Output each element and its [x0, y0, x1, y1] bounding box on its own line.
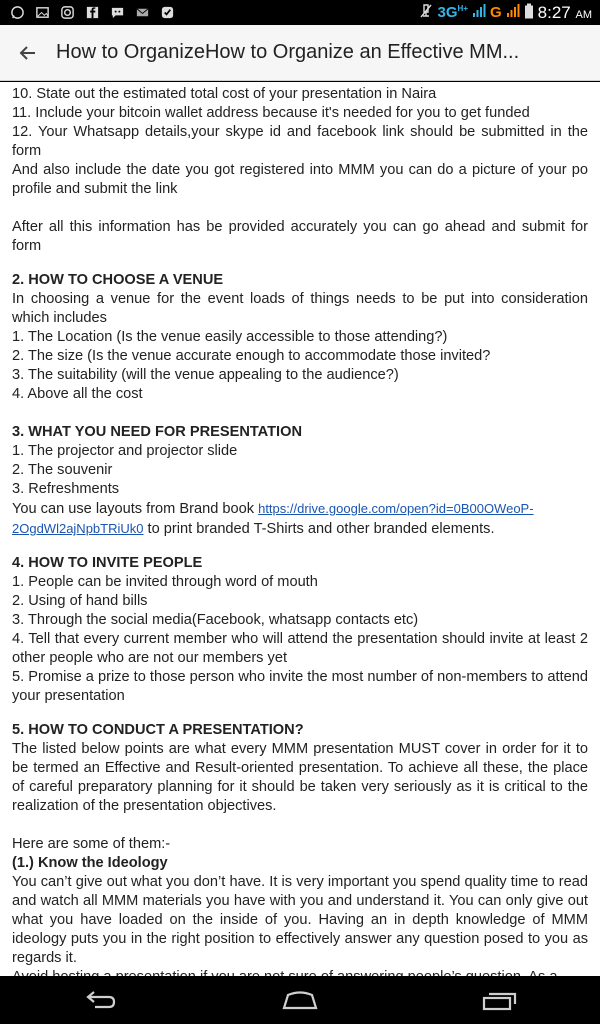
status-bar [0, 0, 600, 25]
paragraph: The listed below points are what every MMM presentation MUST cover in order for it to be termed an Effective and Result-oriented presentation. To achieve all these, the place of careful preparatory planning for it should be taken very seriously as it is critical to the realization of the presentation objectives. [12, 741, 588, 814]
notification-icons [0, 5, 176, 20]
home-nav-icon [281, 989, 319, 1011]
recents-nav-icon [482, 989, 518, 1011]
status-indicators [418, 3, 600, 23]
mute-icon [418, 3, 434, 23]
paragraph: You can’t give out what you don’t have. It is very important you spend quality time to read and watch all MMM materials you have with you and understand it. You can only give out what you have loaded on the inside of you. Having an in depth knowledge of MMM ideology puts you in the right position to effectively answer any question posed to you as regards it. [12, 874, 588, 966]
messages-icon [134, 5, 151, 20]
nav-home-button[interactable] [260, 976, 340, 1024]
clock: 8:27 AM [537, 2, 592, 22]
list-item: 4. Tell that every current member who will attend the presentation should invite at least 2 other people who are not our members yet [12, 631, 588, 666]
section-heading-venue: 2. HOW TO CHOOSE A VENUE [12, 272, 224, 288]
app-icon [159, 5, 176, 20]
list-item: 3. The suitability (will the venue appealing to the audience?) [12, 367, 399, 383]
paragraph: After all this information has be provided accurately you can go ahead and submit for form [12, 219, 588, 254]
app-bar [0, 25, 600, 81]
bbm-icon [109, 5, 126, 20]
article-content[interactable] [0, 82, 600, 976]
section-heading-presentation-needs: 3. WHAT YOU NEED FOR PRESENTATION [12, 424, 302, 440]
paragraph: And also include the date you got registered into MMM you can do a picture of your po profile and submit the link [12, 162, 588, 197]
subheading-ideology: (1.) Know the Ideology [12, 855, 168, 871]
instagram-icon [59, 5, 76, 20]
paragraph-brand-book: You can use layouts from Brand book https://drive.google.com/open?id=0B00OWeoP-2OgdWl2ajNpbTRiUk0 to print branded T-Shirts and other branded elements. [12, 501, 534, 537]
section-heading-invite: 4. HOW TO INVITE PEOPLE [12, 555, 203, 571]
list-item: 4. Above all the cost [12, 386, 143, 402]
navigation-bar [0, 976, 600, 1024]
signal-icon-2 [506, 3, 520, 22]
brand-book-link[interactable]: https://drive.google.com/open?id=0B00OWeoP-2OgdWl2ajNpbTRiUk0 [12, 501, 534, 536]
list-item: 3. Through the social media(Facebook, whatsapp contacts etc) [12, 612, 419, 628]
nav-back-button[interactable] [60, 976, 140, 1024]
list-item: 3. Refreshments [12, 481, 120, 497]
section-heading-conduct: 5. HOW TO CONDUCT A PRESENTATION? [12, 722, 304, 738]
paragraph: Here are some of them:- [12, 836, 171, 852]
paragraph: In choosing a venue for the event loads of things needs to be put into consideration which includes [12, 291, 588, 326]
facebook-icon [84, 5, 101, 20]
list-item: 1. People can be invited through word of mouth [12, 574, 318, 590]
list-item: 11. Include your bitcoin wallet address because it's needed for you to get funded [12, 105, 530, 121]
whatsapp-icon [9, 5, 26, 20]
back-button[interactable] [0, 25, 56, 81]
back-nav-icon [83, 990, 117, 1010]
signal-icon [472, 3, 486, 22]
list-item: 1. The projector and projector slide [12, 443, 238, 459]
arrow-left-icon [18, 43, 38, 63]
list-item: 2. Using of hand bills [12, 593, 148, 609]
list-item: 10. State out the estimated total cost of your presentation in Naira [12, 86, 437, 102]
list-item: 5. Promise a prize to those person who invite the most number of non-members to attend your presentation [12, 669, 588, 704]
list-item: 1. The Location (Is the venue easily accessible to those attending?) [12, 329, 448, 345]
list-item: 2. The souvenir [12, 462, 113, 478]
list-item: 2. The size (Is the venue accurate enough to accommodate those invited? [12, 348, 491, 364]
list-item: 12. Your Whatsapp details,your skype id and facebook link should be submitted in the form [12, 124, 588, 159]
carrier-g: G [490, 4, 502, 21]
page-title: How to OrganizeHow to Organize an Effective MM... [56, 41, 520, 63]
battery-icon [524, 3, 534, 23]
nav-recents-button[interactable] [460, 976, 540, 1024]
gallery-icon [34, 5, 51, 20]
network-type: $3G^{H+}$ [437, 4, 468, 21]
